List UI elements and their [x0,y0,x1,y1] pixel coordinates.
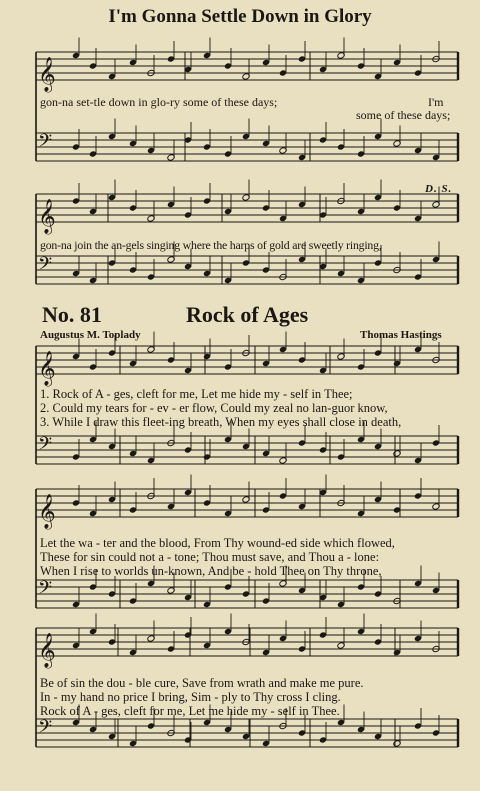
lyric-line: gon-na set-tle down in glo-ry some of these days; [40,95,278,109]
bass-clef-icon: 𝄢 [38,578,53,603]
bass-clef-icon: 𝄢 [38,131,53,156]
lyric-line: Be of sin the dou - ble cure, Save from wrath and make me pure. [40,676,364,690]
treble-clef-icon: 𝄞 [38,633,56,668]
treble-clef-icon: 𝄞 [38,199,56,234]
composer-credit: Thomas Hastings [360,329,442,341]
bass-clef-icon: 𝄢 [38,254,53,279]
lyric-line: 1. Rock of A - ges, cleft for me, Let me hide my - self in Thee; [40,387,353,401]
lyric-line: In - my hand no price I bring, Sim - ply to Thy cross I cling. [40,690,341,704]
treble-clef-icon: 𝄞 [38,494,56,529]
bass-clef-icon: 𝄢 [38,434,53,459]
lyricist-credit: Augustus M. Toplady [40,329,141,341]
hymn-number: No. 81 [42,302,102,327]
lyric-line: These for sin could not a - tone; Thou must save, and Thou a - lone: [40,550,380,564]
lyric-line: 3. While I draw this fleet-ing breath, When my eyes shall close in death, [40,415,402,429]
lyric-line: I'm [428,95,444,109]
treble-clef-icon: 𝄞 [38,351,56,386]
hymn-title: Rock of Ages [186,302,309,327]
lyric-line: gon-na join the an-gels singing where the harps of gold are sweetly ringing, [40,238,382,252]
song-title: I'm Gonna Settle Down in Glory [108,6,372,27]
lyric-line: Rock of A - ges, cleft for me, Let me hide my - self in Thee. [40,704,340,718]
bass-clef-icon: 𝄢 [38,717,53,742]
treble-clef-icon: 𝄞 [38,57,56,92]
lyric-line: some of these days; [356,108,451,122]
lyric-line: 2. Could my tears for - ev - er flow, Could my zeal no lan-guor know, [40,401,388,415]
ds-mark: D. S. [425,183,453,195]
lyric-line: When I rise to worlds un-known, And be - hold Thee on Thy throne, [40,564,382,578]
lyric-line: Let the wa - ter and the blood, From Thy wound-ed side which flowed, [40,536,395,550]
